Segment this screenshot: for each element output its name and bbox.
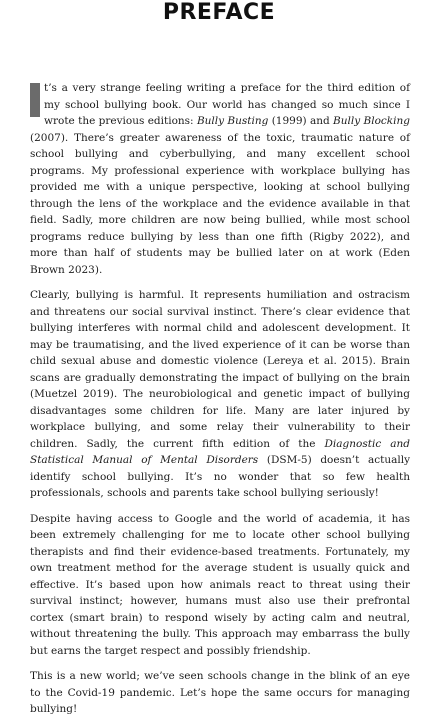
book-title: Diagnostic and Statistical Manual of Mental Disorders (30, 437, 410, 466)
text-span: This is a new world; we’ve seen schools change in the blink of an eye to the Covid-19 pandemic. Let’s hope the same occurs for managing bullying! (30, 670, 410, 715)
body-text (30, 80, 410, 727)
text-span: (DSM-5) doesn’t actually identify school bullying. It’s no wonder that so few health professionals, schools and parents take school bullying seriously! (30, 454, 411, 499)
text-span: (1999) and (268, 115, 334, 127)
text-span: Despite having access to Google and the world of academia, it has been extremely challenging for me to locate other school bullying therapists and find their evidence-based treatments. Fortunately, my own treatment method for the average student is usually quick and effective. It’s based upon how animals react to threat using their survival instinct; however, humans must also use their prefrontal cortex (smart brain) to respond wisely by acting calm and neutral, without threatening the bully. This approach may embarrass the bully but earns the target respect and possibly friendship. (30, 512, 410, 657)
text-span: Clearly, bullying is harmful. It represents humiliation and ostracism and threatens our social survival instinct. There’s clear evidence that bullying interferes with normal child and adolescent development. It may be traumatising, and the lived experience of it can be worse than child sexual abuse and domestic violence (Lereya et al. 2015). Brain scans are gradually demonstrating the impact of bullying on the brain (Muetzel 2019). The neurobiological and genetic impact of bullying disadvantages some children for life. Many are later injured by workplace bullying, and some relay their vulnerability to their children. Sadly, the current fifth edition of the (30, 289, 410, 450)
book-title: Bully Blocking (333, 115, 410, 127)
page-title: PREFACE (162, 0, 276, 25)
paragraph (30, 511, 410, 660)
paragraph (30, 287, 410, 502)
paragraph (30, 80, 410, 278)
drop-cap-block (30, 83, 40, 117)
text-span: t’s a very strange feeling writing a preface for the third edition of my school bullying book. Our world has changed so much since I wrote the previous editions: (44, 82, 410, 127)
text-span: (2007). There’s greater awareness of the toxic, traumatic nature of school bullying and cyberbullying, and many excellent school programs. My professional experience with workplace bullying has provided me with a unique perspective, looking at school bullying through the lens of the workplace and the evidence available in that field. Sadly, more children are now being bullied, while most school programs reduce bullying by less than one fifth (Rigby 2022), and more than half of students may be bullied later on at work (Eden Brown 2023). (30, 131, 410, 276)
book-title: Bully Busting (196, 115, 269, 127)
paragraph (30, 668, 410, 718)
